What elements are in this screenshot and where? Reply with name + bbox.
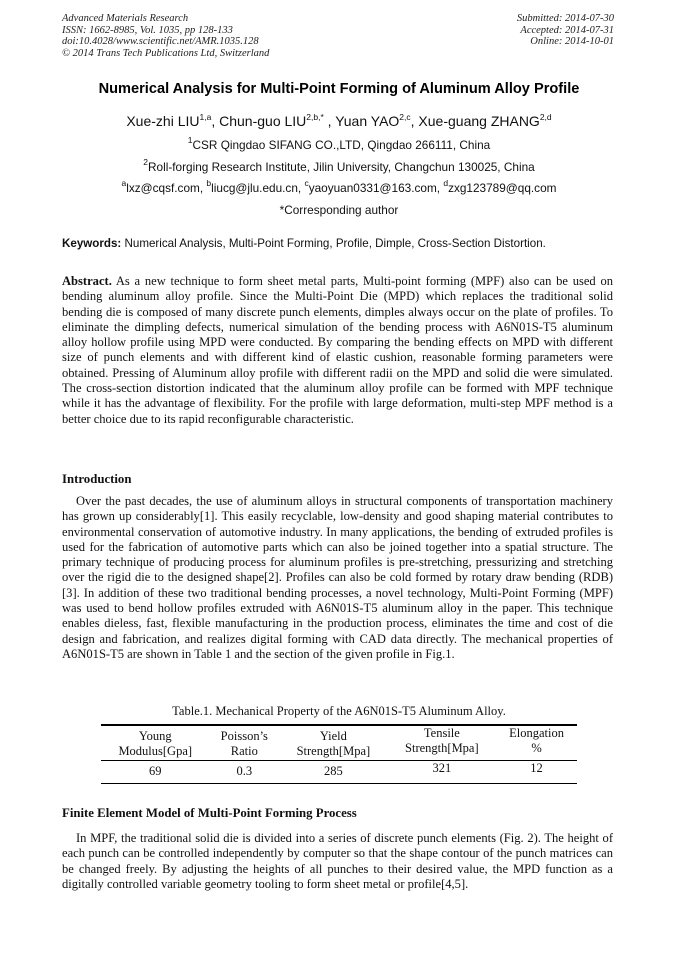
table-cell: 69 bbox=[101, 761, 209, 784]
email-address[interactable]: lxz@cqsf.com bbox=[126, 181, 200, 195]
keywords-label: Keywords: bbox=[62, 237, 122, 250]
author-affiliation-mark: 2,c bbox=[399, 112, 411, 122]
abstract bbox=[62, 274, 613, 427]
author-affiliation-mark: 2,d bbox=[539, 112, 552, 122]
header-line: Strength[Mpa] bbox=[296, 744, 371, 758]
table-header-cell bbox=[388, 725, 496, 761]
introduction-paragraph: Over the past decades, the use of aluminum alloys in structural components of transportation machinery has grown up considerably[1]. This easily recyclable, low-density and good shaping material contributes to environmental conservation of automotive industry. In many applications, the bending of extruded profiles is used for the fabrication of automotive parts which can also be joined together into a spatial structure. The primary technique of producing process for aluminum profiles is pre-stretching, pressurizing and stretching over the rigid die to the designed shape[2]. Profiles can also be cold formed by rotary draw bending (RDB)[3]. In addition of these two traditional bending processes, a novel technology, Multi-Point Forming (MPF) was used to bend hollow profiles extruded with A6N01S-T5 aluminum alloy in the paper. This technique enables dieless, fast, flexible manufacturing in the production process, eliminates the time and cost of die design and fabrication, and realizes digital forming with CAD data directly. The mechanical properties of A6N01S-T5 are shown in Table 1 and the section of the given profile in Fig.1. bbox=[62, 494, 613, 661]
journal-header-right bbox=[517, 13, 614, 48]
journal-name: Advanced Materials Research bbox=[62, 13, 189, 24]
email-mark: d bbox=[443, 178, 449, 188]
journal-header-left bbox=[62, 13, 269, 59]
table-cell: 12 bbox=[496, 761, 577, 784]
introduction-heading: Introduction bbox=[62, 472, 132, 486]
author-name: Yuan YAO bbox=[335, 113, 400, 129]
affiliation-1 bbox=[0, 135, 678, 152]
affiliation-text: Roll-forging Research Institute, Jilin University, Changchun 130025, China bbox=[148, 160, 535, 174]
header-line: Ratio bbox=[230, 744, 258, 758]
header-line: % bbox=[531, 741, 542, 755]
author-separator: , bbox=[410, 113, 419, 129]
affiliation-text: CSR Qingdao SIFANG CO.,LTD, Qingdao 266111, China bbox=[192, 138, 491, 152]
header-line: Strength[Mpa] bbox=[405, 741, 479, 755]
table-cell: 285 bbox=[279, 761, 387, 784]
author-list bbox=[0, 113, 678, 129]
mechanical-property-table bbox=[101, 724, 577, 784]
table-header-cell bbox=[209, 725, 279, 761]
author-affiliation-mark: 1,a bbox=[199, 112, 212, 122]
accepted-date: Accepted: 2014-07-31 bbox=[520, 24, 614, 36]
fem-section-paragraph: In MPF, the traditional solid die is divided into a series of discrete punch elements (Fig. 2). The height of each punch can be controlled independently by computer so that the shape contour of the punch matrices can be changed freely. By adjusting the heights of all punches to their desired value, the MPD function as a digitally controlled variable geometry tooling to form sheet metal or profile[4,5]. bbox=[62, 831, 613, 891]
header-line: Elongation bbox=[509, 726, 564, 740]
email-address[interactable]: liucg@jlu.edu.cn bbox=[211, 181, 298, 195]
journal-issn: ISSN: 1662-8985, Vol. 1035, pp 128-133 bbox=[62, 24, 233, 36]
table-row bbox=[101, 761, 577, 784]
affiliation-mark: 2 bbox=[143, 157, 149, 167]
journal-copyright: © 2014 Trans Tech Publications Ltd, Switzerland bbox=[62, 47, 270, 59]
table-caption: Table.1. Mechanical Property of the A6N01S-T5 Aluminum Alloy. bbox=[172, 704, 506, 718]
table-header-cell bbox=[279, 725, 387, 761]
author-name: Xue-guang ZHANG bbox=[418, 113, 540, 129]
email-separator: , bbox=[436, 181, 444, 195]
author-affiliation-mark: 2,b,* bbox=[306, 112, 324, 122]
abstract-label: Abstract. bbox=[62, 274, 112, 288]
email-mark: a bbox=[121, 178, 127, 188]
email-address[interactable]: zxg123789@qq.com bbox=[448, 181, 557, 195]
email-separator: , bbox=[297, 181, 305, 195]
online-date: Online: 2014-10-01 bbox=[530, 36, 614, 47]
submitted-date: Submitted: 2014-07-30 bbox=[516, 13, 614, 24]
author-separator: , bbox=[211, 113, 220, 129]
journal-doi[interactable]: doi:10.4028/www.scientific.net/AMR.1035.128 bbox=[62, 36, 259, 47]
fem-section-heading: Finite Element Model of Multi-Point Forming Process bbox=[62, 806, 357, 820]
abstract-text: As a new technique to form sheet metal parts, Multi-point forming (MPF) also can be used on bending aluminum alloy profile. Since the Multi-Point Die (MPD) which replaces the traditional solid bending die is composed of many discrete punch elements, dimples always occur on the plate of profiles. To eliminate the dimpling defects, numerical simulation of the bending process with A6N01S-T5 aluminum alloy hollow profile using MPD were conducted. By comparing the bending effects on MPD with different size of punch elements and with different kind of elastic cushion, reasonable forming parameters were obtained. Pressing of Aluminum alloy profile with different radii on the MPD and solid die were simulated. The cross-section distortion indicated that the aluminum alloy profile can be formed with MPF technique while it has the advantage of flexibility. For the profile with large deformation, multi-step MPF method is a better choice due to its rapid reconfigurable characteristic. bbox=[62, 274, 613, 426]
header-line: Tensile bbox=[423, 726, 460, 740]
author-name: Xue-zhi LIU bbox=[126, 113, 200, 129]
table-cell: 0.3 bbox=[209, 761, 279, 784]
header-line: Yield bbox=[319, 729, 347, 743]
paper-title: Numerical Analysis for Multi-Point Forming of Aluminum Alloy Profile bbox=[98, 81, 580, 97]
email-address[interactable]: yaoyuan0331@163.com bbox=[308, 181, 437, 195]
affiliation-2 bbox=[0, 157, 678, 174]
table-header-row bbox=[101, 725, 577, 761]
email-mark: b bbox=[206, 178, 212, 188]
affiliation-mark: 1 bbox=[187, 135, 193, 145]
email-mark: c bbox=[304, 178, 309, 188]
corresponding-author-note: *Corresponding author bbox=[279, 203, 399, 217]
author-name: Chun-guo LIU bbox=[219, 113, 307, 129]
keywords bbox=[62, 237, 622, 250]
header-line: Young bbox=[138, 729, 172, 743]
table-header-cell bbox=[101, 725, 209, 761]
email-separator: , bbox=[199, 181, 207, 195]
header-line: Modulus[Gpa] bbox=[118, 744, 193, 758]
author-separator: , bbox=[323, 113, 336, 129]
table-header-cell bbox=[496, 725, 577, 761]
header-line: Poisson’s bbox=[220, 729, 268, 743]
keywords-text: Numerical Analysis, Multi-Point Forming, Profile, Dimple, Cross-Section Distortion. bbox=[121, 237, 546, 250]
email-list bbox=[0, 178, 678, 195]
table-cell: 321 bbox=[388, 761, 496, 784]
